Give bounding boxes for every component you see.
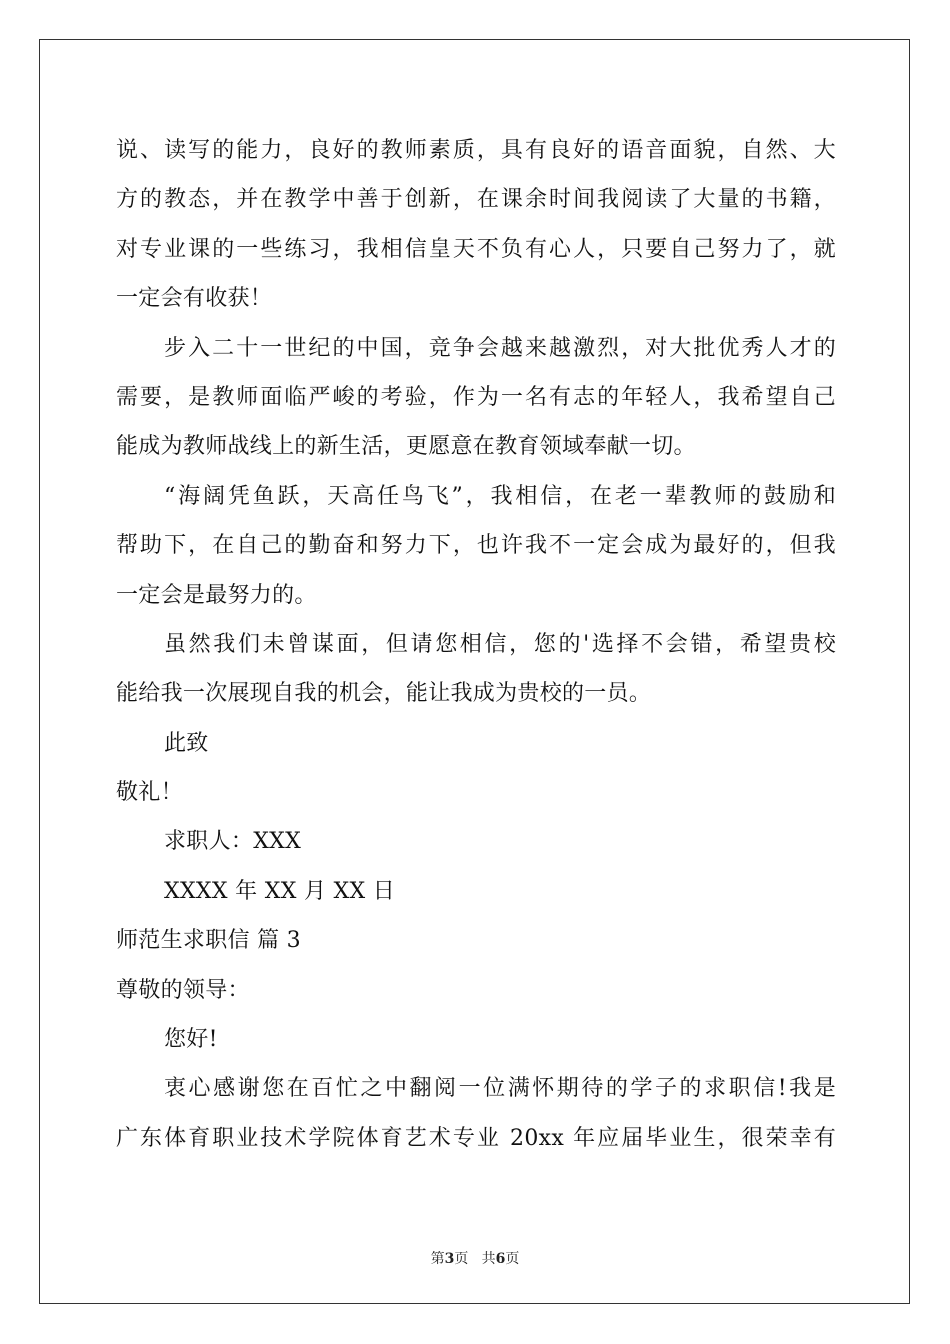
text-line: 说、读写的能力，良好的教师素质，具有良好的语音面貌，自然、大 [116,138,836,163]
text-line: 一定会有收获！ [116,286,273,312]
text-line: 广东体育职业技术学院体育艺术专业 20xx 年应届毕业生，很荣幸有 [116,1125,836,1151]
text-line: 求职人：XXX [164,829,302,855]
text-line: 能成为教师战线上的新生活，更愿意在教育领域奉献一切。 [116,434,696,460]
footer-page-prefix: 第 [430,1251,445,1267]
text-line: 方的教态，并在教学中善于创新，在课余时间我阅读了大量的书籍， [116,187,836,213]
text-line: 一定会是最努力的。 [116,582,317,608]
text-line: 您好! [164,1027,218,1053]
text-line: “海阔凭鱼跃，天高任鸟飞”，我相信，在老一辈教师的鼓励和 [164,483,836,509]
text-line: 衷心感谢您在百忙之中翻阅一位满怀期待的学子的求职信!我是 [164,1076,836,1102]
text-line: XXXX 年 XX 月 XX 日 [164,878,396,904]
text-line: 帮助下，在自己的勤奋和努力下，也许我不一定会成为最好的，但我 [116,533,836,559]
text-line: 虽然我们未曾谋面，但请您相信，您的'选择不会错，希望贵校 [164,631,836,657]
footer-total-prefix: 共 [481,1251,496,1267]
document-body [116,126,836,1163]
text-line: 对专业课的一些练习，我相信皇天不负有心人，只要自己努力了，就 [116,236,836,262]
text-line: 尊敬的领导： [116,977,250,1003]
text-line: 步入二十一世纪的中国，竞争会越来越激烈，对大批优秀人才的 [164,335,836,361]
text-line: 需要，是教师面临严峻的考验，作为一名有志的年轻人，我希望自己 [116,384,836,410]
text-line: 敬礼！ [116,780,183,806]
text-line: 能给我一次展现自我的机会，能让我成为贵校的一员。 [116,681,652,707]
footer-page-number: 3 [444,1251,455,1267]
footer-total-suffix: 页 [505,1251,520,1267]
page-footer [0,1248,950,1268]
text-line: 师范生求职信 篇 3 [116,928,301,954]
footer-total-pages: 6 [495,1251,506,1267]
footer-page-suffix: 页 [454,1251,469,1267]
text-line: 此致 [164,730,209,756]
